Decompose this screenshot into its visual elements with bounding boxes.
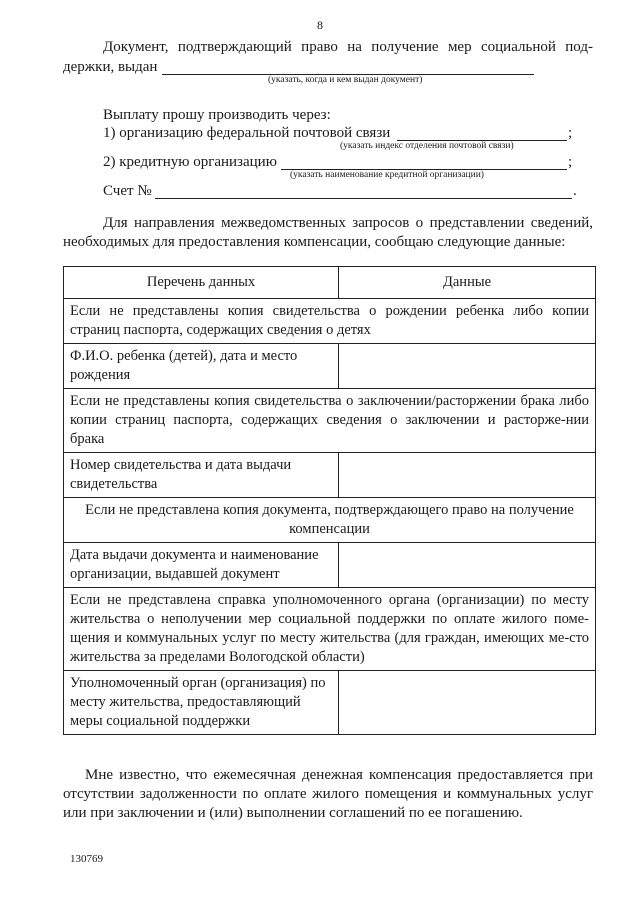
label-authority: Уполномоченный орган (организация) по месту жительства, предоставляющий меры социальной поддержки (64, 671, 339, 735)
requests-line2: необходимых для предоставления компенсации, сообщаю следующие данные: (63, 234, 566, 250)
value-child-name[interactable] (339, 344, 596, 389)
payment-option-bank: 2) кредитную организацию (103, 154, 277, 170)
label-document-issue: Дата выдачи документа и наименование организации, выдавшей документ (64, 543, 339, 588)
account-period: . (573, 183, 577, 199)
semicolon-1: ; (568, 125, 573, 141)
requests-line1: Для направления межведомственных запросов о представлении сведений, (103, 215, 593, 231)
closing-line2: отсутствии задолженности по оплате жилого помещения и коммунальных услуг (63, 786, 593, 802)
bank-name-hint: (указать наименование кредитной организации) (290, 170, 484, 180)
closing-line1: Мне известно, что ежемесячная денежная компенсация предоставляется при (85, 767, 593, 783)
table-row (64, 299, 596, 344)
issued-by-hint: (указать, когда и кем выдан документ) (268, 75, 423, 85)
doc-right-line2: держки, выдан (63, 59, 158, 75)
table-row (64, 344, 596, 389)
table-row (64, 389, 596, 453)
value-authority[interactable] (339, 671, 596, 735)
table-row (64, 453, 596, 498)
footer-code: 130769 (70, 853, 103, 865)
table-row (64, 498, 596, 543)
section-marriage-certificate: Если не представлены копия свидетельства о заключении/расторжении брака либо копии страниц паспорта, содержащих сведения о заключении и расторже-нии брака (64, 389, 596, 453)
account-number-field[interactable] (155, 198, 572, 199)
header-data-list: Перечень данных (64, 267, 339, 299)
account-label: Счет № (103, 183, 152, 199)
label-child-name: Ф.И.О. ребенка (детей), дата и место рождения (64, 344, 339, 389)
payment-option-post: 1) организацию федеральной почтовой связи (103, 125, 391, 141)
section-birth-certificate: Если не представлены копия свидетельства о рождении ребенка либо копии страниц паспорта, содержащих сведения о детях (64, 299, 596, 344)
semicolon-2: ; (568, 154, 573, 170)
table-header-row (64, 267, 596, 299)
payment-intro: Выплату прошу производить через: (103, 107, 331, 123)
value-document-issue[interactable] (339, 543, 596, 588)
section-authority-certificate: Если не представлена справка уполномоченного органа (организации) по месту жительства о неполучении мер социальной поддержки по оплате жилого поме-щения и коммунальных услуг по месту жительства (для граждан, имеющих ме-сто жительства за пределами Вологодской области) (64, 588, 596, 671)
header-data: Данные (339, 267, 596, 299)
post-index-hint: (указать индекс отделения почтовой связи) (340, 141, 514, 151)
closing-line3: или при заключении и (или) выполнении соглашений по ее погашению. (63, 805, 523, 821)
value-certificate-number[interactable] (339, 453, 596, 498)
doc-right-line1: Документ, подтверждающий право на получение мер социальной под- (103, 39, 593, 55)
page-number: 8 (317, 18, 323, 32)
table-row (64, 588, 596, 671)
section-right-document: Если не представлена копия документа, подтверждающего право на получение компенсации (64, 498, 596, 543)
table-row (64, 543, 596, 588)
data-table (63, 266, 596, 735)
label-certificate-number: Номер свидетельства и дата выдачи свидетельства (64, 453, 339, 498)
table-row (64, 671, 596, 735)
